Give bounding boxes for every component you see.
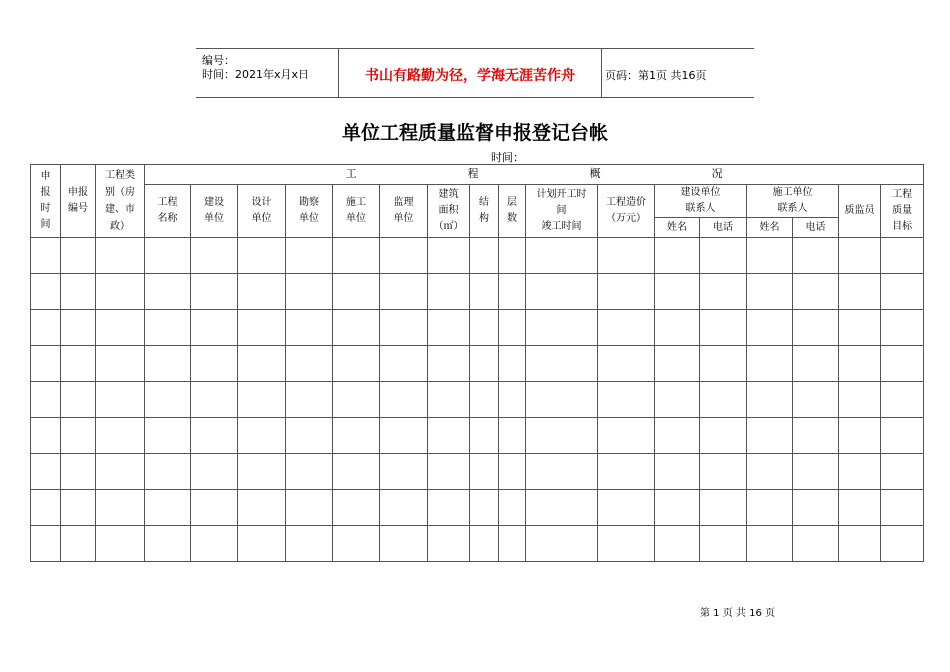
table-cell[interactable] [31,346,61,382]
table-cell[interactable] [655,418,700,454]
table-cell[interactable] [238,238,286,274]
table-cell[interactable] [380,526,428,562]
table-cell[interactable] [499,418,526,454]
table-cell[interactable] [380,274,428,310]
table-cell[interactable] [598,346,655,382]
table-cell[interactable] [286,274,333,310]
header-quality-target [881,185,924,238]
table-cell[interactable] [31,274,61,310]
table-cell[interactable] [747,274,793,310]
header-builder-unit [333,185,380,238]
h-survey-text: 勘察 单位 [299,197,319,224]
table-cell[interactable] [526,310,598,346]
table-cell[interactable] [145,418,191,454]
table-cell[interactable] [598,454,655,490]
table-cell[interactable] [191,238,238,274]
table-cell[interactable] [793,274,839,310]
table-cell[interactable] [526,274,598,310]
table-cell[interactable] [333,490,380,526]
table-cell[interactable] [655,490,700,526]
h-cost-text: 工程造价 （万元） [606,197,646,224]
table-row [31,274,924,310]
table-cell[interactable] [191,418,238,454]
table-cell[interactable] [499,526,526,562]
table-cell[interactable] [333,454,380,490]
table-cell[interactable] [61,454,96,490]
table-cell[interactable] [286,526,333,562]
table-cell[interactable] [839,274,881,310]
table-cell[interactable] [470,238,499,274]
table-cell[interactable] [470,274,499,310]
table-cell[interactable] [428,310,470,346]
header-category [96,165,145,238]
table-cell[interactable] [31,382,61,418]
table-cell[interactable] [598,382,655,418]
table-cell[interactable] [700,274,747,310]
table-cell[interactable] [238,418,286,454]
table-cell[interactable] [881,454,924,490]
table-cell[interactable] [428,490,470,526]
table-cell[interactable] [655,238,700,274]
table-cell[interactable] [380,382,428,418]
header-owner-contact [655,185,747,218]
table-cell[interactable] [61,310,96,346]
table-cell[interactable] [839,454,881,490]
table-cell[interactable] [145,454,191,490]
table-cell[interactable] [333,382,380,418]
table-cell[interactable] [428,418,470,454]
header-cost [598,185,655,238]
table-cell[interactable] [526,490,598,526]
table-cell[interactable] [333,310,380,346]
page-footer: 第 1 页 共 16 页 [700,608,775,619]
table-cell[interactable] [700,310,747,346]
table-cell[interactable] [96,418,145,454]
table-cell[interactable] [31,238,61,274]
table-cell[interactable] [470,346,499,382]
header-project-name [145,185,191,238]
table-cell[interactable] [191,490,238,526]
table-cell[interactable] [526,454,598,490]
table-cell[interactable] [793,382,839,418]
header-inspector: 质监员 [839,185,881,238]
table-cell[interactable] [238,490,286,526]
table-cell[interactable] [380,238,428,274]
table-cell[interactable] [747,346,793,382]
table-row [31,382,924,418]
header-report-no [61,165,96,238]
table-cell[interactable] [428,382,470,418]
page-title: 单位工程质量监督申报登记台帐 [341,122,608,144]
table-cell[interactable] [380,310,428,346]
table-cell[interactable] [191,346,238,382]
table-cell[interactable] [499,310,526,346]
header-design-unit [238,185,286,238]
table-cell[interactable] [526,418,598,454]
table-cell[interactable] [96,382,145,418]
table-cell[interactable] [839,310,881,346]
table-cell[interactable] [839,238,881,274]
table-cell[interactable] [333,418,380,454]
table-cell[interactable] [191,274,238,310]
table-cell[interactable] [61,418,96,454]
date-label: 时间：2021年x月x日 [202,68,310,81]
overview-char: 工 [345,167,357,180]
table-cell[interactable] [31,310,61,346]
table-cell[interactable] [96,310,145,346]
header-construction-unit [191,185,238,238]
overview-char: 况 [711,167,723,180]
table-cell[interactable] [700,418,747,454]
table-cell[interactable] [598,490,655,526]
table-cell[interactable] [96,274,145,310]
table-cell[interactable] [380,490,428,526]
h-builder-text: 施工 单位 [346,197,366,224]
h-owner-text: 建设单位 联系人 [680,187,721,214]
h-design-text: 设计 单位 [251,197,272,224]
header-supervision-unit [380,185,428,238]
table-cell[interactable] [700,238,747,274]
header-report-time [31,165,61,238]
table-cell[interactable] [191,526,238,562]
table-cell[interactable] [428,346,470,382]
table-cell[interactable] [428,274,470,310]
table-cell[interactable] [700,454,747,490]
table-cell[interactable] [526,526,598,562]
table-cell[interactable] [881,274,924,310]
table-cell[interactable] [286,310,333,346]
table-cell[interactable] [793,346,839,382]
document-header [196,48,754,98]
table-cell[interactable] [145,382,191,418]
table-cell[interactable] [839,382,881,418]
table-cell[interactable] [526,346,598,382]
header-schedule [526,185,598,238]
table-row [31,490,924,526]
table-cell[interactable] [598,418,655,454]
table-cell[interactable] [881,346,924,382]
table-cell[interactable] [700,490,747,526]
table-row [31,454,924,490]
table-cell[interactable] [499,454,526,490]
table-cell[interactable] [881,490,924,526]
header-owner-name: 姓名 [655,218,700,238]
table-cell[interactable] [700,526,747,562]
table-cell[interactable] [793,418,839,454]
table-cell[interactable] [598,274,655,310]
table-cell[interactable] [655,526,700,562]
table-cell[interactable] [96,238,145,274]
table-cell[interactable] [747,418,793,454]
table-cell[interactable] [238,310,286,346]
h-super-text: 监理 单位 [393,197,414,224]
table-cell[interactable] [380,418,428,454]
table-cell[interactable] [286,490,333,526]
table-cell[interactable] [380,454,428,490]
header-motto-box [338,49,602,97]
table-cell[interactable] [333,346,380,382]
table-cell[interactable] [839,346,881,382]
table-cell[interactable] [238,382,286,418]
vt-no-text: 申报 编号 [68,187,88,214]
h-cons-text: 建设 单位 [204,197,224,224]
table-cell[interactable] [747,238,793,274]
table-cell[interactable] [747,490,793,526]
table-cell[interactable] [747,382,793,418]
overview-char: 概 [589,167,601,180]
table-cell[interactable] [145,490,191,526]
table-cell[interactable] [526,238,598,274]
h-area-text: 建筑 面积 （㎡） [433,189,464,232]
number-label: 编号： [202,54,235,67]
table-cell[interactable] [598,310,655,346]
table-cell[interactable] [96,346,145,382]
table-cell[interactable] [286,418,333,454]
table-cell[interactable] [333,238,380,274]
h-sched-text: 计划开工时 间 竣工时间 [536,189,587,232]
table-cell[interactable] [747,526,793,562]
table-cell[interactable] [839,526,881,562]
table-cell[interactable] [61,382,96,418]
table-cell[interactable] [793,454,839,490]
table-cell[interactable] [793,490,839,526]
table-cell[interactable] [31,526,61,562]
table-cell[interactable] [61,274,96,310]
table-cell[interactable] [470,526,499,562]
header-structure [470,185,499,238]
table-cell[interactable] [793,238,839,274]
table-row [31,238,924,274]
table-cell[interactable] [499,274,526,310]
h-quality-text: 工程 质量 目标 [892,189,913,232]
h-floors-text: 层 数 [507,197,517,224]
table-cell[interactable] [96,526,145,562]
table-cell[interactable] [333,274,380,310]
table-cell[interactable] [499,382,526,418]
table-cell[interactable] [238,454,286,490]
table-cell[interactable] [238,346,286,382]
table-cell[interactable] [238,274,286,310]
overview-char: 程 [467,167,479,180]
table-cell[interactable] [881,418,924,454]
h-name-text: 工程 名称 [157,197,178,224]
table-cell[interactable] [428,454,470,490]
table-cell[interactable] [700,346,747,382]
table-cell[interactable] [191,382,238,418]
table-cell[interactable] [470,490,499,526]
table-cell[interactable] [470,418,499,454]
table-row [31,310,924,346]
table-cell[interactable] [747,310,793,346]
table-cell[interactable] [286,346,333,382]
table-cell[interactable] [428,526,470,562]
header-right [601,49,754,97]
table-cell[interactable] [61,526,96,562]
table-cell[interactable] [793,526,839,562]
table-cell[interactable] [145,274,191,310]
header-row-1 [31,165,924,185]
table-row [31,346,924,382]
table-cell[interactable] [61,490,96,526]
table-cell[interactable] [598,238,655,274]
header-area [428,185,470,238]
table-cell[interactable] [655,454,700,490]
table-cell[interactable] [333,526,380,562]
table-cell[interactable] [61,346,96,382]
table-cell[interactable] [96,454,145,490]
table-cell[interactable] [286,238,333,274]
table-cell[interactable] [238,526,286,562]
ledger-table [30,164,924,562]
table-cell[interactable] [881,238,924,274]
table-cell[interactable] [191,454,238,490]
header-builder-name: 姓名 [747,218,793,238]
table-cell[interactable] [881,526,924,562]
vt-time-text: 申 报 时 间 [40,171,51,230]
table-cell[interactable] [145,526,191,562]
header-builder-contact [747,185,839,218]
table-cell[interactable] [470,454,499,490]
table-cell[interactable] [31,418,61,454]
table-cell[interactable] [700,382,747,418]
table-cell[interactable] [655,310,700,346]
table-cell[interactable] [793,310,839,346]
table-cell[interactable] [839,490,881,526]
page-code: 页码：第1页 共16页 [605,69,707,82]
table-cell[interactable] [747,454,793,490]
table-cell[interactable] [526,382,598,418]
table-cell[interactable] [145,310,191,346]
table-cell[interactable] [655,346,700,382]
h-bcontact-text: 施工单位 联系人 [772,187,813,214]
table-cell[interactable] [96,490,145,526]
table-cell[interactable] [839,418,881,454]
table-cell[interactable] [470,310,499,346]
table-cell[interactable] [286,382,333,418]
h-struct-text: 结 构 [479,197,489,224]
motto-text: 书山有路勤为径，学海无涯苦作舟 [365,68,575,84]
table-row [31,526,924,562]
header-owner-phone: 电话 [700,218,747,238]
header-overview-group [145,165,924,185]
header-left [196,49,338,97]
table-cell[interactable] [31,454,61,490]
table-cell[interactable] [499,490,526,526]
table-cell[interactable] [191,310,238,346]
table-cell[interactable] [428,238,470,274]
table-cell[interactable] [286,454,333,490]
table-cell[interactable] [598,526,655,562]
table-cell[interactable] [499,346,526,382]
table-cell[interactable] [655,382,700,418]
table-cell[interactable] [380,346,428,382]
table-cell[interactable] [881,310,924,346]
table-cell[interactable] [145,238,191,274]
table-row [31,418,924,454]
header-builder-phone: 电话 [793,218,839,238]
vt-cat-text: 工程类 别（房 建、市 政） [105,170,135,232]
table-cell[interactable] [61,238,96,274]
table-cell[interactable] [499,238,526,274]
table-cell[interactable] [31,490,61,526]
header-floors [499,185,526,238]
time-label: 时间： [491,151,524,164]
table-cell[interactable] [655,274,700,310]
header-row-2 [31,185,924,218]
table-cell[interactable] [881,382,924,418]
table-cell[interactable] [470,382,499,418]
table-cell[interactable] [145,346,191,382]
header-survey-unit [286,185,333,238]
